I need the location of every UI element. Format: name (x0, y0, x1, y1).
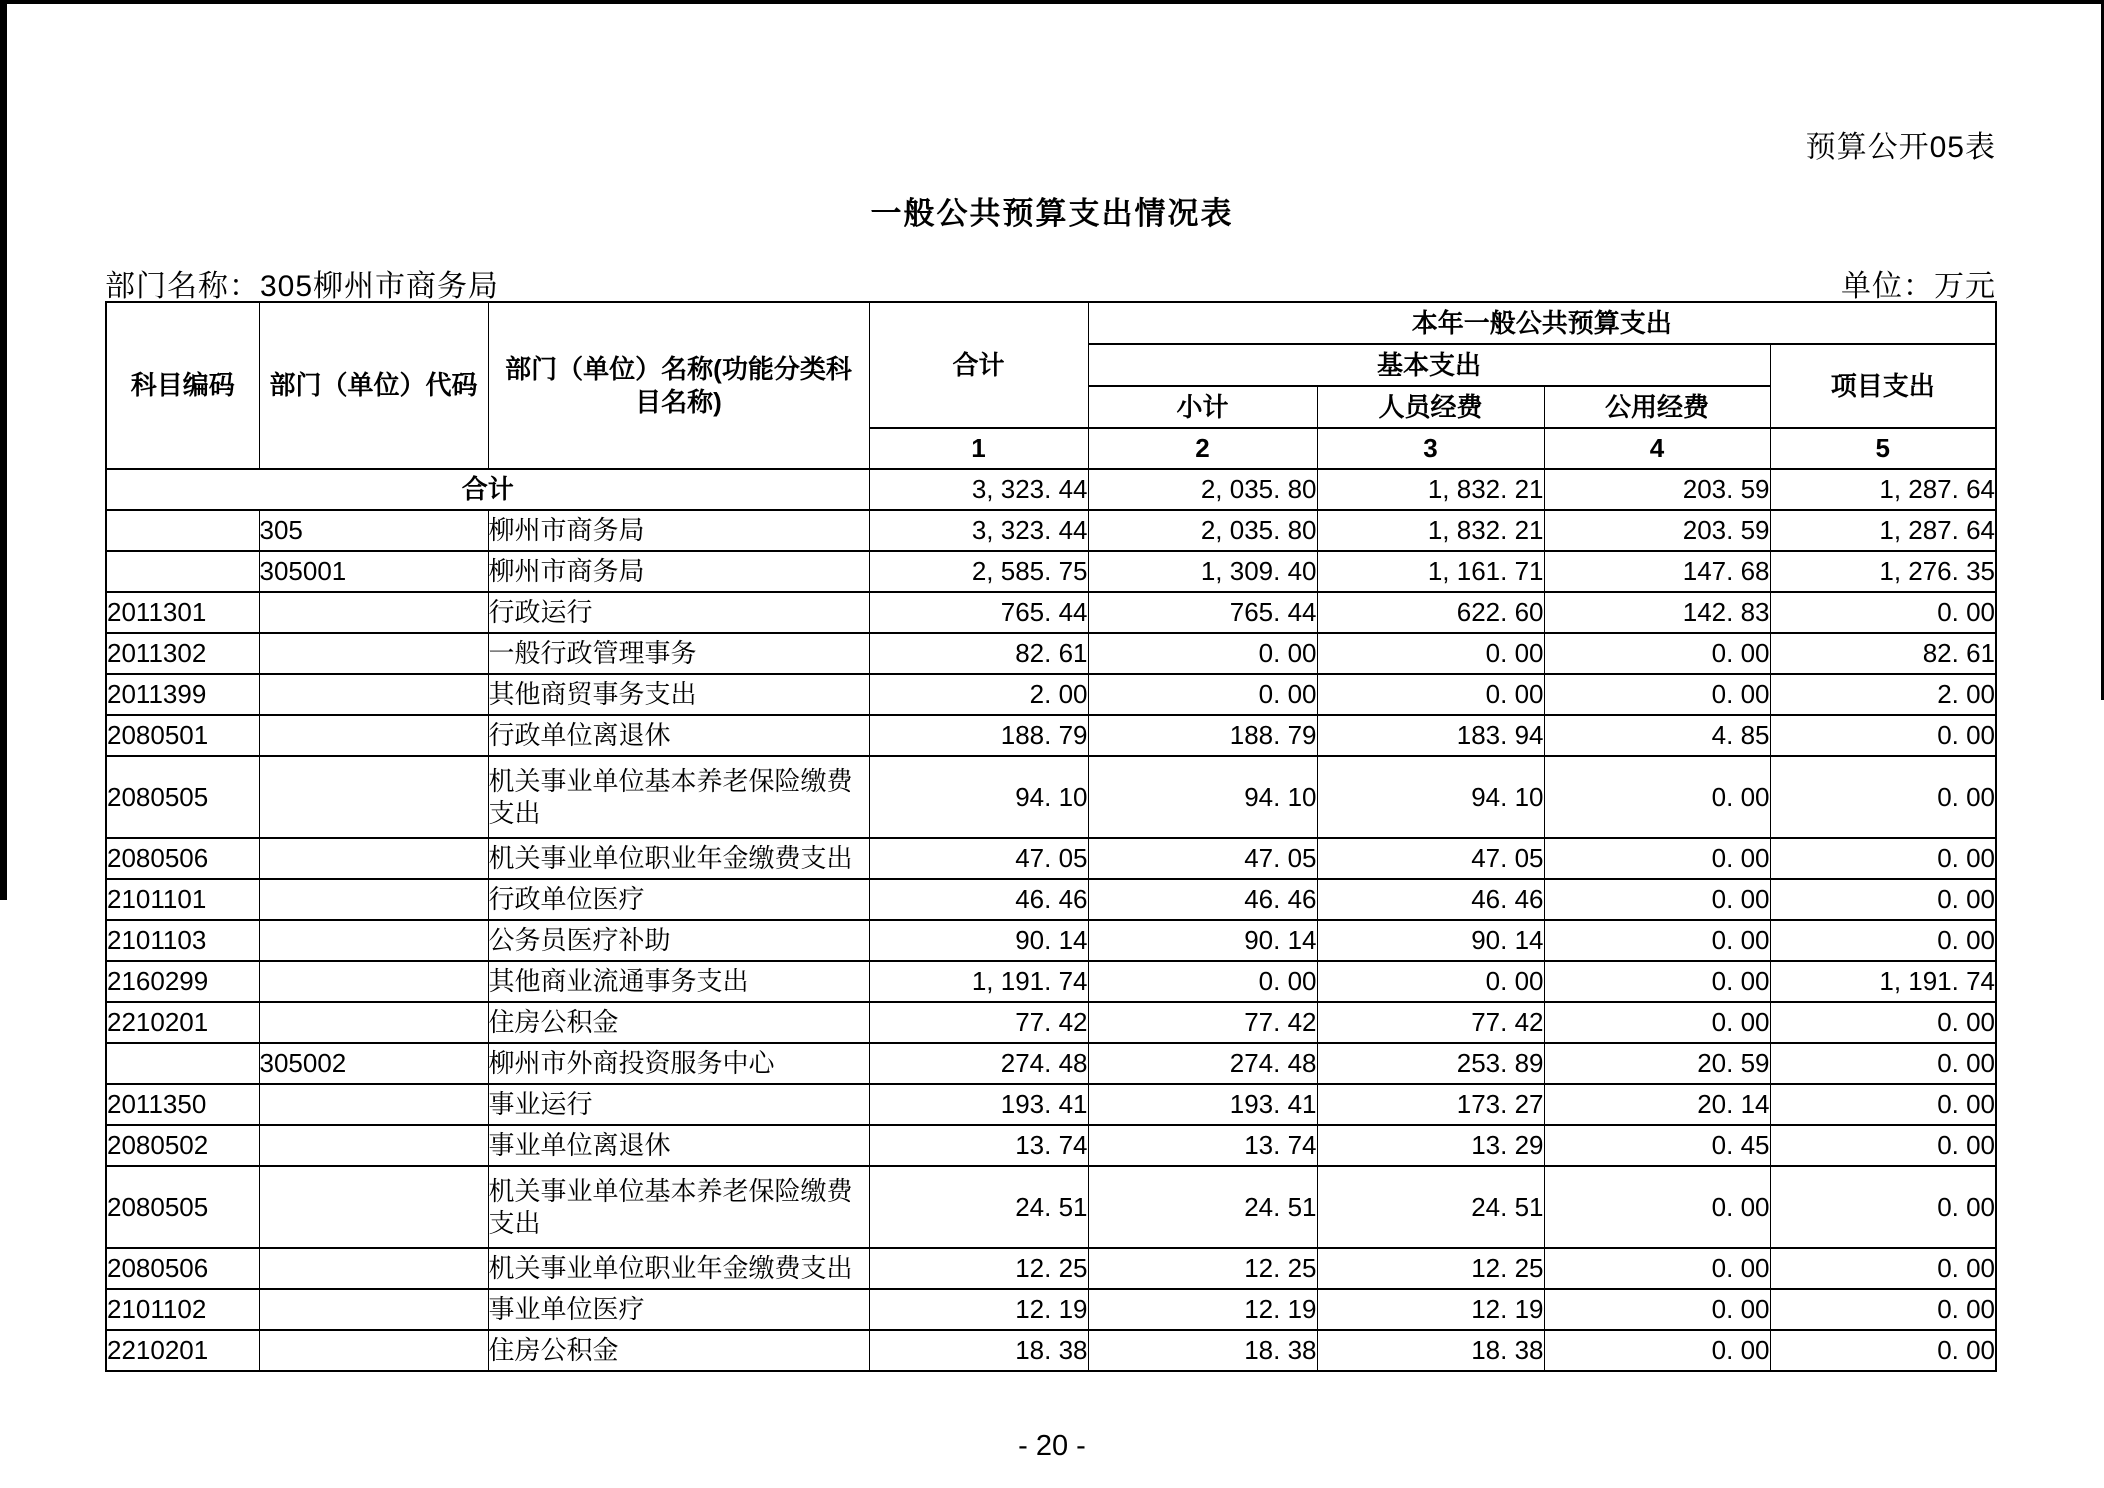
cell-personnel: 183. 94 (1317, 715, 1544, 756)
cell-personnel: 1, 161. 71 (1317, 551, 1544, 592)
cell-project: 0. 00 (1770, 920, 1996, 961)
cell-total: 24. 51 (869, 1166, 1088, 1248)
cell-dept-code (259, 592, 488, 633)
cell-dept-name: 机关事业单位职业年金缴费支出 (488, 838, 869, 879)
cell-dept-name: 行政单位离退休 (488, 715, 869, 756)
table-row (106, 961, 1996, 1002)
cell-subject-code: 2101101 (106, 879, 259, 920)
table-row (106, 592, 1996, 633)
cell-personnel: 0. 00 (1317, 633, 1544, 674)
cell-personnel: 622. 60 (1317, 592, 1544, 633)
cell-personnel: 12. 19 (1317, 1289, 1544, 1330)
cell-public: 0. 00 (1544, 1002, 1770, 1043)
cell-subject-code: 2011302 (106, 633, 259, 674)
cell-public: 0. 00 (1544, 633, 1770, 674)
cell-dept-code (259, 1125, 488, 1166)
cell-subtotal: 274. 48 (1088, 1043, 1317, 1084)
cell-total: 274. 48 (869, 1043, 1088, 1084)
cell-subject-code: 2101103 (106, 920, 259, 961)
cell-total: 47. 05 (869, 838, 1088, 879)
cell-personnel: 13. 29 (1317, 1125, 1544, 1166)
col-header-basic-group: 基本支出 (1088, 344, 1770, 386)
cell-subject-code: 2080505 (106, 1166, 259, 1248)
cell-subject-code (106, 1043, 259, 1084)
col-number-1: 1 (869, 428, 1088, 469)
cell-dept-code (259, 674, 488, 715)
cell-total: 13. 74 (869, 1125, 1088, 1166)
cell-subject-code: 2080502 (106, 1125, 259, 1166)
cell-public: 0. 00 (1544, 674, 1770, 715)
cell-subject-code: 2210201 (106, 1330, 259, 1371)
cell-project: 0. 00 (1770, 756, 1996, 838)
cell-public: 0. 00 (1544, 1289, 1770, 1330)
cell-dept-name: 事业单位医疗 (488, 1289, 869, 1330)
cell-total: 2, 585. 75 (869, 551, 1088, 592)
cell-dept-name: 事业单位离退休 (488, 1125, 869, 1166)
cell-project: 1, 287. 64 (1770, 469, 1996, 510)
cell-dept-name: 住房公积金 (488, 1330, 869, 1371)
col-number-5: 5 (1770, 428, 1996, 469)
cell-subject-code: 2210201 (106, 1002, 259, 1043)
table-row (106, 1002, 1996, 1043)
cell-project: 82. 61 (1770, 633, 1996, 674)
col-header-dept-name: 部门（单位）名称(功能分类科目名称) (488, 302, 869, 469)
cell-subtotal: 0. 00 (1088, 633, 1317, 674)
cell-project: 0. 00 (1770, 592, 1996, 633)
cell-project: 2. 00 (1770, 674, 1996, 715)
cell-subtotal: 765. 44 (1088, 592, 1317, 633)
cell-project: 0. 00 (1770, 838, 1996, 879)
cell-public: 20. 59 (1544, 1043, 1770, 1084)
cell-personnel: 47. 05 (1317, 838, 1544, 879)
table-row (106, 1289, 1996, 1330)
cell-public: 0. 00 (1544, 920, 1770, 961)
cell-dept-code (259, 1166, 488, 1248)
cell-subject-code: 2080505 (106, 756, 259, 838)
budget-table (105, 301, 1997, 1372)
cell-public: 0. 00 (1544, 1166, 1770, 1248)
department-name-label: 部门名称：305柳州市商务局 (105, 270, 500, 303)
cell-dept-code (259, 756, 488, 838)
cell-dept-code (259, 879, 488, 920)
table-row (106, 920, 1996, 961)
cell-dept-code (259, 1248, 488, 1289)
cell-dept-name: 机关事业单位职业年金缴费支出 (488, 1248, 869, 1289)
cell-dept-code (259, 1002, 488, 1043)
cell-public: 0. 00 (1544, 838, 1770, 879)
cell-personnel: 18. 38 (1317, 1330, 1544, 1371)
cell-dept-name: 柳州市商务局 (488, 510, 869, 551)
cell-subtotal: 1, 309. 40 (1088, 551, 1317, 592)
col-header-current-year-group: 本年一般公共预算支出 (1088, 302, 1996, 344)
cell-dept-name: 一般行政管理事务 (488, 633, 869, 674)
cell-public: 4. 85 (1544, 715, 1770, 756)
cell-personnel: 173. 27 (1317, 1084, 1544, 1125)
cell-total: 188. 79 (869, 715, 1088, 756)
cell-total: 82. 61 (869, 633, 1088, 674)
table-row (106, 551, 1996, 592)
cell-subtotal: 0. 00 (1088, 674, 1317, 715)
table-row (106, 1330, 1996, 1371)
cell-subtotal: 2, 035. 80 (1088, 469, 1317, 510)
cell-dept-code: 305 (259, 510, 488, 551)
cell-project: 0. 00 (1770, 715, 1996, 756)
page-number: - 20 - (1018, 1430, 1086, 1462)
cell-project: 0. 00 (1770, 1330, 1996, 1371)
cell-personnel: 253. 89 (1317, 1043, 1544, 1084)
scan-edge-top (0, 0, 2104, 4)
unit-label: 单位：万元 (1841, 270, 1996, 303)
cell-dept-code (259, 961, 488, 1002)
cell-public: 0. 00 (1544, 756, 1770, 838)
col-number-3: 3 (1317, 428, 1544, 469)
cell-total: 3, 323. 44 (869, 469, 1088, 510)
col-header-project: 项目支出 (1770, 344, 1996, 428)
cell-project: 1, 191. 74 (1770, 961, 1996, 1002)
page-title: 一般公共预算支出情况表 (870, 196, 1234, 231)
cell-subject-code: 2011399 (106, 674, 259, 715)
cell-total: 193. 41 (869, 1084, 1088, 1125)
table-row (106, 1125, 1996, 1166)
cell-total: 12. 25 (869, 1248, 1088, 1289)
cell-project: 0. 00 (1770, 1002, 1996, 1043)
cell-dept-name: 公务员医疗补助 (488, 920, 869, 961)
cell-personnel: 1, 832. 21 (1317, 469, 1544, 510)
col-header-subtotal: 小计 (1088, 386, 1317, 428)
cell-personnel: 90. 14 (1317, 920, 1544, 961)
cell-dept-name: 其他商业流通事务支出 (488, 961, 869, 1002)
cell-total: 1, 191. 74 (869, 961, 1088, 1002)
table-row (106, 715, 1996, 756)
cell-dept-code: 305002 (259, 1043, 488, 1084)
cell-project: 0. 00 (1770, 1084, 1996, 1125)
cell-public: 147. 68 (1544, 551, 1770, 592)
cell-public: 142. 83 (1544, 592, 1770, 633)
cell-project: 1, 276. 35 (1770, 551, 1996, 592)
cell-subtotal: 193. 41 (1088, 1084, 1317, 1125)
scan-edge-left (0, 0, 7, 900)
table-row (106, 838, 1996, 879)
cell-project: 0. 00 (1770, 1043, 1996, 1084)
table-row (106, 1166, 1996, 1248)
cell-subject-code: 2080501 (106, 715, 259, 756)
grand-total-row (106, 469, 1996, 510)
cell-project: 0. 00 (1770, 1125, 1996, 1166)
cell-dept-name: 柳州市商务局 (488, 551, 869, 592)
cell-subtotal: 24. 51 (1088, 1166, 1317, 1248)
cell-subject-code: 2011350 (106, 1084, 259, 1125)
col-header-public: 公用经费 (1544, 386, 1770, 428)
cell-subject-code: 2080506 (106, 1248, 259, 1289)
cell-personnel: 77. 42 (1317, 1002, 1544, 1043)
cell-project: 0. 00 (1770, 1248, 1996, 1289)
cell-row-label: 合计 (106, 469, 869, 510)
cell-dept-code (259, 838, 488, 879)
table-body (106, 469, 1996, 1371)
cell-dept-code (259, 715, 488, 756)
cell-total: 3, 323. 44 (869, 510, 1088, 551)
table-row (106, 1084, 1996, 1125)
cell-public: 203. 59 (1544, 469, 1770, 510)
cell-total: 46. 46 (869, 879, 1088, 920)
cell-total: 18. 38 (869, 1330, 1088, 1371)
cell-subtotal: 12. 25 (1088, 1248, 1317, 1289)
table-row (106, 674, 1996, 715)
cell-subtotal: 0. 00 (1088, 961, 1317, 1002)
cell-subtotal: 77. 42 (1088, 1002, 1317, 1043)
cell-dept-name: 住房公积金 (488, 1002, 869, 1043)
table-row (106, 1043, 1996, 1084)
cell-subtotal: 18. 38 (1088, 1330, 1317, 1371)
cell-total: 2. 00 (869, 674, 1088, 715)
cell-personnel: 46. 46 (1317, 879, 1544, 920)
cell-subject-code: 2101102 (106, 1289, 259, 1330)
cell-dept-code (259, 633, 488, 674)
cell-dept-code (259, 1330, 488, 1371)
header-row-1 (106, 302, 1996, 344)
cell-personnel: 0. 00 (1317, 961, 1544, 1002)
table-row (106, 1248, 1996, 1289)
table-row (106, 879, 1996, 920)
cell-public: 203. 59 (1544, 510, 1770, 551)
cell-personnel: 94. 10 (1317, 756, 1544, 838)
cell-subject-code (106, 551, 259, 592)
cell-subtotal: 188. 79 (1088, 715, 1317, 756)
cell-project: 0. 00 (1770, 1289, 1996, 1330)
cell-subtotal: 94. 10 (1088, 756, 1317, 838)
cell-personnel: 12. 25 (1317, 1248, 1544, 1289)
col-header-total: 合计 (869, 302, 1088, 428)
cell-public: 20. 14 (1544, 1084, 1770, 1125)
col-number-2: 2 (1088, 428, 1317, 469)
cell-dept-name: 机关事业单位基本养老保险缴费支出 (488, 1166, 869, 1248)
form-number-label: 预算公开05表 (1805, 131, 1996, 164)
cell-subtotal: 46. 46 (1088, 879, 1317, 920)
cell-dept-name: 事业运行 (488, 1084, 869, 1125)
cell-personnel: 1, 832. 21 (1317, 510, 1544, 551)
cell-subtotal: 90. 14 (1088, 920, 1317, 961)
col-number-4: 4 (1544, 428, 1770, 469)
cell-dept-name: 行政运行 (488, 592, 869, 633)
cell-subject-code (106, 510, 259, 551)
cell-subtotal: 12. 19 (1088, 1289, 1317, 1330)
col-header-personnel: 人员经费 (1317, 386, 1544, 428)
cell-dept-code (259, 1084, 488, 1125)
cell-subtotal: 2, 035. 80 (1088, 510, 1317, 551)
cell-dept-name: 行政单位医疗 (488, 879, 869, 920)
cell-subtotal: 47. 05 (1088, 838, 1317, 879)
cell-public: 0. 00 (1544, 879, 1770, 920)
cell-dept-name: 柳州市外商投资服务中心 (488, 1043, 869, 1084)
cell-project: 0. 00 (1770, 879, 1996, 920)
cell-total: 12. 19 (869, 1289, 1088, 1330)
cell-total: 94. 10 (869, 756, 1088, 838)
cell-personnel: 0. 00 (1317, 674, 1544, 715)
col-header-dept-code: 部门（单位）代码 (259, 302, 488, 469)
cell-public: 0. 45 (1544, 1125, 1770, 1166)
cell-public: 0. 00 (1544, 1248, 1770, 1289)
cell-total: 77. 42 (869, 1002, 1088, 1043)
cell-dept-name: 机关事业单位基本养老保险缴费支出 (488, 756, 869, 838)
cell-total: 765. 44 (869, 592, 1088, 633)
table-row (106, 633, 1996, 674)
cell-dept-code: 305001 (259, 551, 488, 592)
cell-total: 90. 14 (869, 920, 1088, 961)
table-row (106, 756, 1996, 838)
col-header-subject-code: 科目编码 (106, 302, 259, 469)
cell-dept-name: 其他商贸事务支出 (488, 674, 869, 715)
cell-personnel: 24. 51 (1317, 1166, 1544, 1248)
cell-subject-code: 2160299 (106, 961, 259, 1002)
cell-subject-code: 2080506 (106, 838, 259, 879)
table-row (106, 510, 1996, 551)
cell-project: 1, 287. 64 (1770, 510, 1996, 551)
cell-subject-code: 2011301 (106, 592, 259, 633)
cell-dept-code (259, 1289, 488, 1330)
cell-dept-code (259, 920, 488, 961)
cell-subtotal: 13. 74 (1088, 1125, 1317, 1166)
cell-public: 0. 00 (1544, 961, 1770, 1002)
cell-public: 0. 00 (1544, 1330, 1770, 1371)
cell-project: 0. 00 (1770, 1166, 1996, 1248)
